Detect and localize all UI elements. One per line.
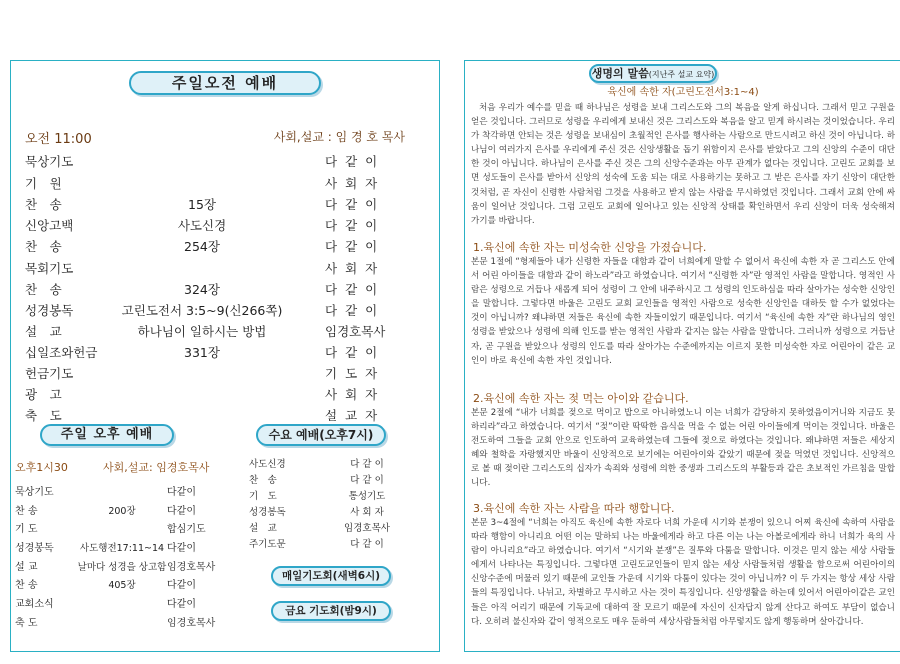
order-content: 200장 <box>108 506 136 517</box>
order-person: 임경호목사 <box>167 562 216 573</box>
order-item: 헌금기도 <box>25 366 74 381</box>
morning-order-row <box>25 386 425 404</box>
afternoon-order-row <box>15 504 235 520</box>
order-item: 신앙고백 <box>25 218 74 233</box>
wednesday-order-row <box>249 473 429 488</box>
sermon-point-body: 본문 1절에 “형제들아 내가 신령한 자들을 대함과 같이 너희에게 말할 수 없어서 육신에 속한 자 곧 그리스도 안에서 어린 아이들을 대함과 같이 하노라”라고 하였습니다. 여기서 “신령한 자”란 영적인 사람을 말합니다. 영적인 사람은 성령으로 거듭나 새롭게 되어 성령이 그 안에 내주하시고 그 성령의 인도하심을 따라 살아가는 성숙한 신앙인을 말합니다. 그렇다면 바울은 고린도 교회 교인들을 영적인 사람으로 성숙한 신앙인을 대하듯 할 수가 없었다는 것이 아닙니까? 왜냐하면 저들은 육신에 속한 자들이었기 때문입니다. 여기서 “육신에 속한 자”란 하나님의 영인 성령을 받았으나 성령에 의해 인도를 받는 영적인 사람과 같지는 않는 사람을 말합니다. 그러니까 성령으로 거듭난 자, 곧 구원을 받았으나 성령의 인도를 따라 살아가는 수준에까지는 이르지 못한 미성숙한 자로 어린아이 같은 교인이 바로 육신에 속한 자인 것입니다. <box>471 257 895 366</box>
morning-worship-title: 주일오전 예배 <box>129 71 321 95</box>
afternoon-order-row <box>15 485 235 501</box>
order-person: 기도자 <box>325 366 386 381</box>
wednesday-order-row <box>249 505 429 520</box>
order-person: 다 같 이 <box>350 539 384 550</box>
sermon-title-note: (지난주 설교 요약) <box>648 70 715 79</box>
afternoon-order-row <box>15 597 235 613</box>
afternoon-order-row <box>15 578 235 594</box>
order-item: 설 교 <box>249 523 277 534</box>
order-item: 찬 송 <box>249 475 277 486</box>
wednesday-order-row <box>249 457 429 472</box>
wednesday-order-row <box>249 521 429 536</box>
order-item: 찬 송 <box>25 197 62 212</box>
order-content: 331장 <box>184 345 220 360</box>
order-item: 찬 송 <box>25 282 62 297</box>
order-person: 사회자 <box>325 261 386 276</box>
order-person: 다같이 <box>325 239 386 254</box>
morning-order-row <box>25 365 425 383</box>
morning-order-row <box>25 153 425 171</box>
order-item: 성경봉독 <box>249 507 286 518</box>
order-person: 통성기도 <box>348 491 386 502</box>
order-person: 다같이 <box>167 487 196 498</box>
order-person: 다같이 <box>325 282 386 297</box>
order-item: 설 교 <box>15 562 38 573</box>
morning-order-row <box>25 260 425 278</box>
afternoon-order-row <box>15 616 235 632</box>
sermon-intro: 처음 우리가 예수를 믿을 때 하나님은 성령을 보내 그리스도와 그의 복음을 알게 하십니다. 그래서 믿고 구원을 얻은 것입니다. 그러므로 성령을 우리에게 보내신 것은 그리스도와 복음을 알고 믿게 하시려는 것이었습니다. 우리가 착각하면 안되는 것은 성령을 보내심이 초월적인 은사를 행사하는 사람으로 만드시려고 하신 것이 아닙니다. 하나님이 여러가지 은사를 우리에게 주신 것은 신앙생활을 돕기 위함이지 은사를 받았다고 그의 신앙의 수준이 대단한 것이 아닙니다. 하나님이 은사를 주신 것은 그의 신앙수준과는 아무 관계가 없다는 것입니다. 고린도 교회를 보면 성도들이 은사를 받아서 신앙의 성숙에 도움 되는 대로 사용하기는 못하고 그 받은 은사를 자기 신앙이 대단한 것처럼, 곧 자신이 신령한 사람처럼 그것을 사용하고 받지 않는 사람을 무시하였던 것입니다. 그래서 교회 안에 싸움이 일어난 것입니다. 그럼 고린도 교회에 일어나고 있는 신앙적 상태를 확인하면서 우리 신앙이 더욱 성숙해져 가기를 바랍니다. <box>471 103 895 226</box>
order-item: 기 원 <box>25 176 62 191</box>
order-item: 축 도 <box>15 618 38 629</box>
sermon-point-heading: 3.육신에 속한 자는 사람을 따라 행합니다. <box>473 502 675 515</box>
order-item: 기 도 <box>249 491 277 502</box>
order-person: 다같이 <box>325 303 386 318</box>
order-item: 찬 송 <box>15 580 38 591</box>
morning-order-row <box>25 196 425 214</box>
order-item: 성경봉독 <box>25 303 74 318</box>
afternoon-worship-title: 주일 오후 예배 <box>40 424 174 446</box>
order-person: 사회자 <box>325 387 386 402</box>
sermon-subtitle: 육신에 속한 자(고린도전서3:1~4) <box>607 87 759 98</box>
afternoon-order-row <box>15 541 235 557</box>
order-content: 고린도전서 3:5~9(신266쪽) <box>121 303 283 318</box>
order-item: 기 도 <box>15 524 38 535</box>
afternoon-worship-leader: 사회,설교: 임경호목사 <box>103 461 210 474</box>
morning-order-row <box>25 407 425 425</box>
morning-order-row <box>25 175 425 193</box>
order-person: 임경호목사 <box>344 523 390 534</box>
sermon-point-body: 본문 3~4절에 “너희는 아직도 육신에 속한 자로다 너희 가운데 시기와 분쟁이 있으니 어찌 육신에 속하여 사람을 따라 행함이 아니리요 어떤 이는 말하되 나는 바울에게라 하고 다른 이는 나는 아볼로에게라 하니 너희가 육의 사람이 아니리요”라고 하였습니다. 여기서 “시기와 분쟁”은 질투와 다툼을 말합니다. 이것은 믿지 않는 세상 사람들에게서 나타나는 특징입니다. 그렇다면 고린도교인들이 믿지 않는 세상 사람들처럼 생활을 함으로써 어린아이의 신앙수준에 머물러 있기 때문에 교인들 가운데 시기와 다툼이 있다는 것이 아닙니까? 이 두 가지는 항상 세상 사람들의 특징입니다. 나뉘고, 차별하고 무시하고 사는 것이 특징입니다. 신앙생활을 하는데 있어서 어린아이같은 교인들은 아직 어리기 때문에 기독교에 대하여 잘 모르기 때문에 자신이 신자답지 않게 산다고 하여도 부담이 없습니다. 오히려 불신자와 같이 영적으로도 매우 둔하여 세상사람들처럼 아무렇지도 않게 행동하며 살아갑니다. <box>471 518 895 627</box>
order-content: 사도행전17:11~14 <box>79 543 165 554</box>
order-item: 교회소식 <box>15 599 54 610</box>
sermon-point-body: 본문 2절에 “내가 너희를 젖으로 먹이고 밥으로 아니하였노니 이는 너희가 감당하지 못하였음이거니와 지금도 못하리라”라고 하였습니다. 여기서 “젖”이란 딱딱한 음식을 먹을 수 없는 어린 아이들에게 먹이는 것입니다. 바울은 전도하여 그들을 교회 안으로 인도하여 교육하였는데 그들에 젖으로 하였다는 것입니다. 왜냐하면 저들은 세상지혜와 철학을 자랑했지만 바울이 신앙적으로 보기에는 어린아이와 같았기 때문에 젖을 먹였던 것입니다. 신앙적으로 볼 때 젖이란 그리스도의 십자가 속죄와 성령에 의한 중생과 그리스도의 부활등과 같은 초보적인 가르침을 말합니다. <box>471 408 895 489</box>
order-person: 다같이 <box>167 580 196 591</box>
morning-order-row <box>25 217 425 235</box>
afternoon-order-row <box>15 522 235 538</box>
order-person: 다같이 <box>167 599 196 610</box>
morning-order-row <box>25 238 425 256</box>
order-item: 묵상기도 <box>25 154 74 169</box>
order-item: 광 고 <box>25 387 62 402</box>
order-content: 날마다 성경을 상고함 <box>77 562 167 573</box>
order-person: 사회자 <box>325 176 386 191</box>
order-item: 설 교 <box>25 324 62 339</box>
order-person: 임경호목사 <box>167 618 216 629</box>
morning-order-row <box>25 323 425 341</box>
morning-order-row <box>25 281 425 299</box>
order-item: 십일조와헌금 <box>25 345 98 360</box>
order-content: 15장 <box>188 197 216 212</box>
order-item: 묵상기도 <box>15 487 54 498</box>
friday-prayer-title: 금요 기도회(밤9시) <box>271 601 391 621</box>
order-person: 합심기도 <box>167 524 206 535</box>
sermon-title-text: 생명의 말씀 <box>591 67 649 80</box>
order-item: 찬 송 <box>25 239 62 254</box>
sermon-title <box>589 64 717 83</box>
daily-prayer-title: 매일기도회(새벽6시) <box>271 566 391 586</box>
order-person: 다같이 <box>325 154 386 169</box>
order-content: 하나님이 일하시는 방법 <box>137 324 267 339</box>
wednesday-worship-title: 수요 예배(오후7시) <box>256 424 386 446</box>
order-item: 목회기도 <box>25 261 74 276</box>
order-person: 다 같 이 <box>350 475 384 486</box>
afternoon-worship-time: 오후1시30 <box>15 461 68 474</box>
worship-order-panel <box>10 60 440 652</box>
morning-worship-leader: 사회,설교 : 임 경 호 목사 <box>273 130 405 144</box>
wednesday-order-row <box>249 489 429 504</box>
wednesday-order-row <box>249 537 429 552</box>
order-person: 다같이 <box>167 506 196 517</box>
order-content: 405장 <box>108 580 136 591</box>
order-person: 다같이 <box>325 218 386 233</box>
order-item: 성경봉독 <box>15 543 54 554</box>
order-content: 사도신경 <box>177 218 227 233</box>
order-item: 축 도 <box>25 408 62 423</box>
sermon-summary-panel <box>464 60 900 652</box>
order-content: 254장 <box>184 239 220 254</box>
order-person: 다같이 <box>167 543 196 554</box>
order-person: 사 회 자 <box>350 507 384 518</box>
order-item: 찬 송 <box>15 506 38 517</box>
sermon-point-heading: 2.육신에 속한 자는 젖 먹는 아이와 같습니다. <box>473 392 689 405</box>
order-item: 사도신경 <box>249 459 286 470</box>
sermon-point-heading: 1.육신에 속한 자는 미성숙한 신앙을 가졌습니다. <box>473 241 707 254</box>
order-person: 다같이 <box>325 197 386 212</box>
morning-order-row <box>25 344 425 362</box>
order-person: 다같이 <box>325 345 386 360</box>
morning-order-row <box>25 302 425 320</box>
order-content: 324장 <box>184 282 220 297</box>
order-person: 설교자 <box>325 408 386 423</box>
order-person: 임경호목사 <box>325 324 386 339</box>
morning-worship-time: 오전 11:00 <box>25 132 92 147</box>
afternoon-order-row <box>15 560 235 576</box>
order-item: 주기도문 <box>249 539 286 550</box>
order-person: 다 같 이 <box>350 459 384 470</box>
